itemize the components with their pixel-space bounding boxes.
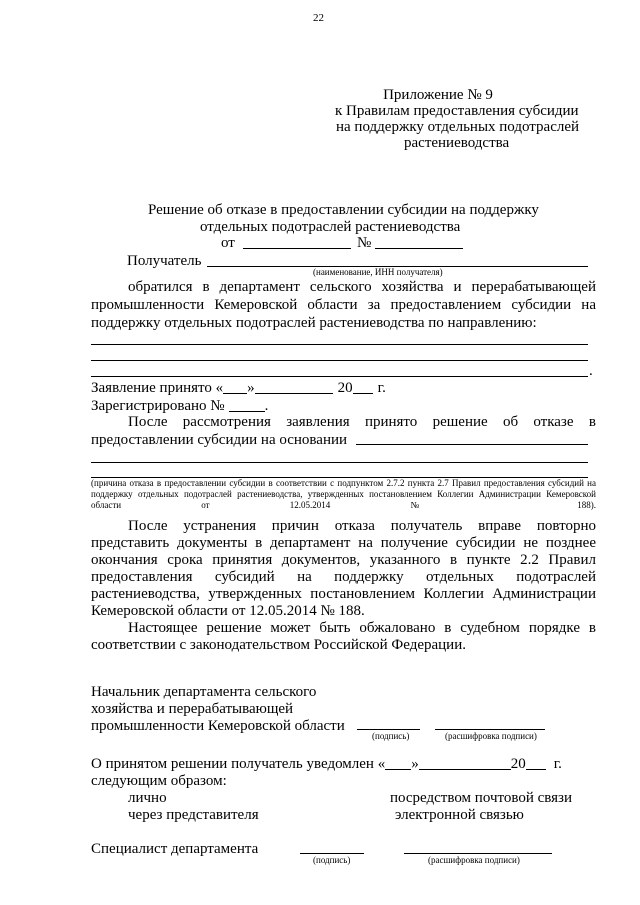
option-mail[interactable]: посредством почтовой связи: [390, 790, 572, 806]
specialist-label: Специалист департамента: [91, 841, 259, 857]
applied-line-2: промышленности Кемеровской области за предоставлением субсидии на: [91, 297, 596, 313]
decision-word: После: [128, 414, 168, 430]
applied-line-1: обратился в департамент сельского хозяйства и перерабатывающей: [128, 279, 596, 295]
appeal-line-2: соответствии с законодательством Российской Федерации.: [91, 637, 466, 653]
decision-line-1: [128, 413, 596, 432]
after-line-3: окончания срока принятия документов, указанного в пункте 2.2 Правил: [91, 552, 596, 568]
decision-word: в: [588, 414, 596, 430]
notified-year-prefix: 20: [510, 756, 526, 772]
decision-word: заявления: [286, 414, 350, 430]
after-line-2: представить документы в департамент на получение субсидии не позднее: [91, 535, 596, 551]
decision-word: отказе: [533, 414, 574, 430]
accepted-prefix: Заявление принято «: [91, 380, 224, 396]
after-line-1: После устранения причин отказа получатель вправе повторно: [128, 518, 596, 534]
after-line-5: растениеводства, утвержденных постановлением Коллегии Администрации: [91, 586, 596, 602]
appendix-line-1: Приложение № 9: [383, 87, 493, 103]
decision-word: рассмотрения: [182, 414, 271, 430]
accepted-year-prefix: 20: [337, 380, 353, 396]
notified-suffix: г.: [553, 756, 562, 772]
direction-blank-3[interactable]: [91, 376, 588, 377]
specialist-sign-caption: (подпись): [313, 855, 351, 865]
number-blank[interactable]: [375, 248, 463, 249]
option-electronic[interactable]: электронной связью: [395, 807, 524, 823]
accepted-year-blank[interactable]: [353, 379, 373, 394]
head-sign-caption: (подпись): [372, 731, 410, 741]
appendix-line-4: растениеводства: [404, 135, 510, 151]
grounds-blank[interactable]: [356, 444, 588, 445]
notified-month-blank[interactable]: [419, 755, 511, 770]
head-line-3: промышленности Кемеровской области: [91, 718, 345, 734]
accepted-quote-close: »: [247, 380, 255, 396]
title-line-1: Решение об отказе в предоставлении субсидии на поддержку: [148, 202, 539, 218]
recipient-label: Получатель: [127, 253, 202, 269]
head-decode-caption: (расшифровка подписи): [445, 731, 537, 741]
notified-line-2: следующим образом:: [91, 773, 227, 789]
recipient-caption: (наименование, ИНН получателя): [313, 267, 443, 277]
decision-word: об: [502, 414, 519, 430]
accepted-month-blank[interactable]: [255, 379, 333, 394]
notified-year-blank[interactable]: [526, 755, 546, 770]
registered-label: Зарегистрировано №: [91, 398, 225, 414]
accepted-day-blank[interactable]: [223, 379, 247, 394]
registered-end: .: [264, 398, 269, 414]
option-personal[interactable]: лично: [128, 790, 167, 806]
reason-blank-1[interactable]: [91, 462, 588, 463]
specialist-sign-blank[interactable]: [300, 853, 364, 854]
notified-quote-close: »: [411, 756, 419, 772]
head-sign-blank[interactable]: [357, 729, 420, 730]
title-number-label: №: [357, 235, 372, 251]
page-number: 22: [313, 12, 324, 24]
reason-caption-text: (причина отказа в предоставлении субсидии в соответствии с подпунктом 2.7.2 пункта 2.7 Правил предоставления субсидий на поддержку отдельных подотраслей растениеводства, утвержденных постановлением Коллегии Администрации Кемеровской области от 12.05.2014 № 188).: [91, 478, 596, 510]
accepted-line: [91, 379, 386, 398]
after-line-4-text: предоставления субсидий на поддержку отдельных подотраслей: [91, 569, 596, 585]
head-decode-blank[interactable]: [435, 729, 545, 730]
head-line-1: Начальник департамента сельского: [91, 684, 317, 700]
appendix-line-2: к Правилам предоставления субсидии: [335, 103, 579, 119]
after-line-6: Кемеровской области от 12.05.2014 № 188.: [91, 603, 365, 619]
title-line-2: отдельных подотраслей растениеводства: [200, 219, 461, 235]
direction-blank-1[interactable]: [91, 344, 588, 345]
date-blank[interactable]: [243, 248, 351, 249]
accepted-suffix: г.: [377, 380, 386, 396]
decision-word: решение: [432, 414, 488, 430]
title-from-label: от: [221, 235, 235, 251]
decision-word: принято: [364, 414, 418, 430]
specialist-decode-caption: (расшифровка подписи): [428, 855, 520, 865]
direction-blank-2[interactable]: [91, 360, 588, 361]
appendix-line-3: на поддержку отдельных подотраслей: [336, 119, 580, 135]
direction-end-dot: .: [589, 363, 593, 379]
decision-line-2: предоставлении субсидии на основании: [91, 432, 348, 448]
option-representative[interactable]: через представителя: [128, 807, 259, 823]
head-line-2: хозяйства и перерабатывающей: [91, 701, 294, 717]
notified-day-blank[interactable]: [385, 755, 411, 770]
specialist-decode-blank[interactable]: [404, 853, 552, 854]
applied-line-3: поддержку отдельных подотраслей растениеводства по направлению:: [91, 315, 537, 331]
appeal-line-1: Настоящее решение может быть обжаловано в судебном порядке в: [128, 620, 596, 636]
registered-number-blank[interactable]: [229, 397, 265, 412]
reason-caption: [91, 478, 596, 511]
notified-prefix: О принятом решении получатель уведомлен «: [91, 756, 386, 772]
